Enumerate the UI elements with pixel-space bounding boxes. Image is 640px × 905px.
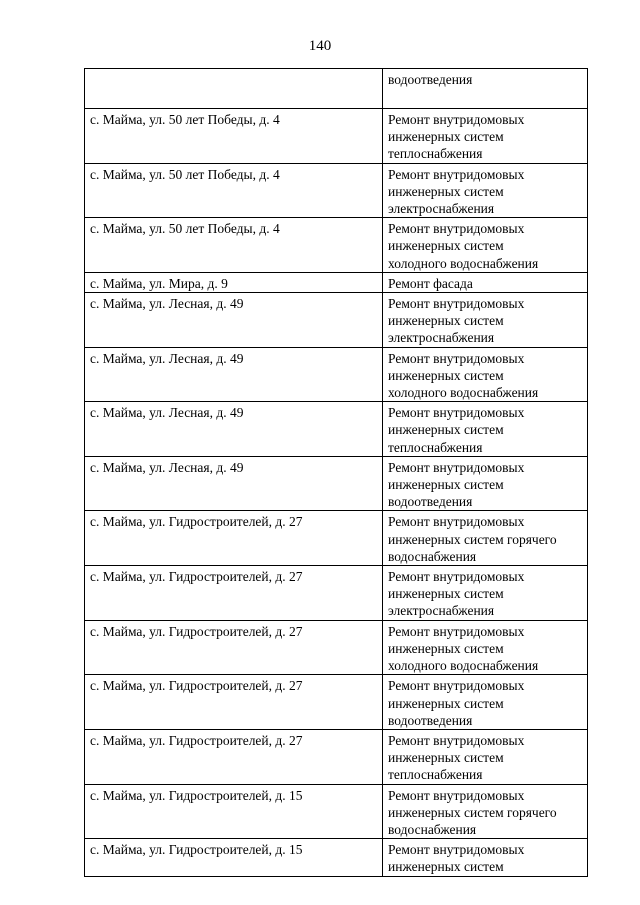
work-type-cell	[383, 347, 588, 402]
address-cell: с. Майма, ул. Гидростроителей, д. 15	[85, 784, 383, 839]
work-type-line: инженерных систем	[388, 750, 504, 766]
work-type-line: теплоснабжения	[388, 767, 483, 783]
work-type-cell	[383, 272, 588, 292]
address-cell: с. Майма, ул. Лесная, д. 49	[85, 402, 383, 457]
work-type-line: инженерных систем	[388, 695, 504, 711]
address-cell: с. Майма, ул. Гидростроителей, д. 27	[85, 511, 383, 566]
work-type-line: Ремонт внутридомовых	[388, 623, 525, 639]
work-type-line: теплоснабжения	[388, 146, 483, 162]
table-row	[85, 784, 588, 839]
work-type-line: электроснабжения	[388, 330, 495, 346]
work-type-line: холодного водоснабжения	[388, 385, 539, 401]
address-cell: с. Майма, ул. 50 лет Победы, д. 4	[85, 109, 383, 164]
work-type-line: инженерных систем	[388, 422, 504, 438]
work-type-cell	[383, 784, 588, 839]
address-cell: с. Майма, ул. Лесная, д. 49	[85, 293, 383, 348]
table-row	[85, 456, 588, 511]
work-type-cell	[383, 729, 588, 784]
work-type-line: инженерных систем	[388, 238, 504, 254]
work-type-cell	[383, 109, 588, 164]
work-type-line: холодного водоснабжения	[388, 255, 539, 271]
work-type-cell	[383, 293, 588, 348]
address-cell: с. Майма, ул. Гидростроителей, д. 15	[85, 839, 383, 876]
address-cell: с. Майма, ул. Гидростроителей, д. 27	[85, 729, 383, 784]
table-row	[85, 729, 588, 784]
work-type-line: водоотведения	[388, 494, 473, 510]
work-type-line: холодного водоснабжения	[388, 658, 539, 674]
works-table-body	[85, 69, 588, 877]
address-cell: с. Майма, ул. Лесная, д. 49	[85, 456, 383, 511]
table-row	[85, 218, 588, 273]
address-cell: с. Майма, ул. Мира, д. 9	[85, 272, 383, 292]
work-type-line: инженерных систем	[388, 183, 504, 199]
work-type-line: инженерных систем	[388, 129, 504, 145]
work-type-cell	[383, 69, 588, 109]
work-type-line: инженерных систем	[388, 477, 504, 493]
work-type-line: электроснабжения	[388, 603, 495, 619]
work-type-cell	[383, 218, 588, 273]
work-type-cell	[383, 163, 588, 218]
work-type-cell	[383, 402, 588, 457]
work-type-line: Ремонт внутридомовых	[388, 514, 525, 530]
work-type-line: Ремонт внутридомовых	[388, 842, 525, 858]
table-row	[85, 839, 588, 876]
table-row	[85, 402, 588, 457]
table-row	[85, 675, 588, 730]
address-cell: с. Майма, ул. Лесная, д. 49	[85, 347, 383, 402]
work-type-line: Ремонт внутридомовых	[388, 405, 525, 421]
table-row	[85, 272, 588, 292]
works-table	[84, 68, 588, 877]
table-row	[85, 511, 588, 566]
table-row	[85, 163, 588, 218]
work-type-line: Ремонт внутридомовых	[388, 569, 525, 585]
work-type-cell	[383, 511, 588, 566]
address-cell: с. Майма, ул. 50 лет Победы, д. 4	[85, 163, 383, 218]
work-type-cell	[383, 620, 588, 675]
work-type-cell	[383, 839, 588, 876]
work-type-line: инженерных систем горячего	[388, 804, 557, 820]
work-type-cell	[383, 675, 588, 730]
table-row	[85, 293, 588, 348]
address-cell: с. Майма, ул. Гидростроителей, д. 27	[85, 675, 383, 730]
address-cell: с. Майма, ул. Гидростроителей, д. 27	[85, 620, 383, 675]
work-type-line: водоотведения	[388, 72, 473, 87]
address-cell	[85, 69, 383, 109]
table-row	[85, 69, 588, 109]
table-row	[85, 347, 588, 402]
work-type-cell	[383, 566, 588, 621]
work-type-line: Ремонт фасада	[388, 275, 473, 291]
work-type-line: инженерных систем	[388, 313, 504, 329]
work-type-line: водоснабжения	[388, 821, 477, 837]
work-type-line: электроснабжения	[388, 201, 495, 217]
table-row	[85, 566, 588, 621]
table-row	[85, 620, 588, 675]
work-type-cell	[383, 456, 588, 511]
work-type-line: Ремонт внутридомовых	[388, 221, 525, 237]
work-type-line: инженерных систем горячего	[388, 531, 557, 547]
address-cell: с. Майма, ул. Гидростроителей, д. 27	[85, 566, 383, 621]
work-type-line: Ремонт внутридомовых	[388, 678, 525, 694]
work-type-line: Ремонт внутридомовых	[388, 112, 525, 127]
work-type-line: Ремонт внутридомовых	[388, 787, 525, 803]
page-number: 140	[308, 38, 332, 54]
work-type-line: теплоснабжения	[388, 439, 483, 455]
work-type-line: инженерных систем	[388, 586, 504, 602]
work-type-line: Ремонт внутридомовых	[388, 459, 525, 475]
work-type-line: Ремонт внутридомовых	[388, 350, 525, 366]
work-type-line: инженерных систем	[388, 640, 504, 656]
work-type-line: инженерных систем	[388, 859, 504, 875]
address-cell: с. Майма, ул. 50 лет Победы, д. 4	[85, 218, 383, 273]
table-row	[85, 109, 588, 164]
work-type-line: Ремонт внутридомовых	[388, 166, 525, 182]
work-type-line: инженерных систем	[388, 367, 504, 383]
work-type-line: Ремонт внутридомовых	[388, 296, 525, 312]
work-type-line: Ремонт внутридомовых	[388, 732, 525, 748]
work-type-line: водоснабжения	[388, 548, 477, 564]
work-type-line: водоотведения	[388, 712, 473, 728]
